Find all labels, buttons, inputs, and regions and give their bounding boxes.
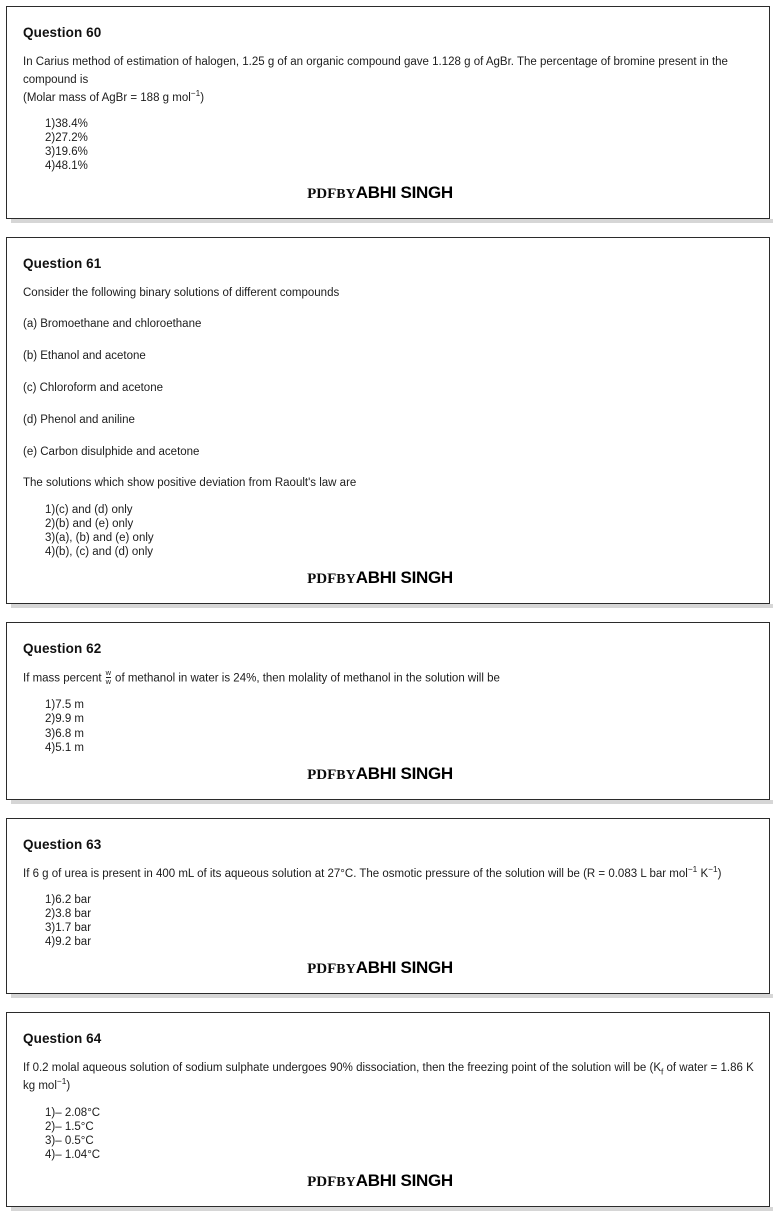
question-text bbox=[23, 1060, 755, 1096]
watermark-pdf-label: PDF bbox=[307, 766, 337, 783]
question-text-middle: K bbox=[697, 867, 709, 880]
answer-option[interactable]: 2)3.8 bar bbox=[45, 908, 92, 921]
watermark bbox=[21, 959, 755, 977]
question-intro-text: Consider the following binary solutions of different compounds bbox=[23, 286, 340, 299]
question-card-61 bbox=[6, 237, 770, 605]
answer-option[interactable]: 4)9.2 bar bbox=[45, 936, 92, 949]
answer-option[interactable]: 2)9.9 m bbox=[45, 713, 84, 726]
answer-option[interactable]: 2)27.2% bbox=[45, 132, 88, 145]
answer-option[interactable]: 3)1.7 bar bbox=[45, 922, 92, 935]
question-item-d: (d) Phenol and aniline bbox=[23, 413, 135, 426]
question-text-prefix: If mass percent bbox=[23, 672, 102, 685]
question-text-middle: of water = 1.86 K kg mol bbox=[23, 1062, 754, 1093]
answer-option[interactable]: 4)(b), (c) and (d) only bbox=[45, 546, 154, 559]
watermark-pdf-label: PDF bbox=[307, 1174, 337, 1191]
question-text bbox=[23, 670, 755, 688]
watermark-author-name: ABHI SINGH bbox=[355, 763, 453, 783]
question-item-c: (c) Chloroform and acetone bbox=[23, 381, 163, 394]
watermark bbox=[21, 1172, 755, 1190]
question-card-64 bbox=[6, 1012, 770, 1207]
answer-option[interactable]: 2)– 1.5°C bbox=[45, 1121, 94, 1134]
answer-option[interactable]: 3)(a), (b) and (e) only bbox=[45, 532, 154, 545]
question-title: Question 64 bbox=[23, 1031, 102, 1047]
watermark-author-name: ABHI SINGH bbox=[355, 958, 453, 978]
question-title: Question 63 bbox=[23, 836, 102, 852]
watermark-by-label: BY bbox=[336, 767, 356, 783]
question-item-a: (a) Bromoethane and chloroethane bbox=[23, 318, 202, 331]
answer-option[interactable]: 3)6.8 m bbox=[45, 727, 84, 740]
answer-options bbox=[21, 503, 755, 559]
molar-mass-exponent: −1 bbox=[190, 88, 201, 98]
question-text-suffix: of methanol in water is 24%, then molality of methanol in the solution will be bbox=[115, 672, 500, 685]
answer-option[interactable]: 4)5.1 m bbox=[45, 741, 84, 754]
watermark-pdf-label: PDF bbox=[307, 185, 337, 202]
watermark-by-label: BY bbox=[336, 186, 356, 202]
fraction-numerator: w bbox=[105, 668, 112, 678]
question-text bbox=[23, 54, 755, 107]
gas-constant-exponent-1: −1 bbox=[687, 864, 698, 874]
answer-option[interactable]: 4)– 1.04°C bbox=[45, 1149, 101, 1162]
answer-option[interactable]: 1)– 2.08°C bbox=[45, 1107, 101, 1120]
mass-percent-fraction bbox=[106, 669, 111, 686]
watermark-author-name: ABHI SINGH bbox=[355, 568, 453, 588]
answer-options bbox=[21, 1106, 755, 1162]
watermark-pdf-label: PDF bbox=[307, 571, 337, 588]
watermark-pdf-label: PDF bbox=[307, 961, 337, 978]
answer-option[interactable]: 3)19.6% bbox=[45, 146, 88, 159]
answer-options bbox=[21, 698, 755, 754]
question-card-63 bbox=[6, 818, 770, 995]
answer-options bbox=[21, 893, 755, 949]
question-card-60 bbox=[6, 6, 770, 219]
question-card-62 bbox=[6, 622, 770, 799]
cryoscopic-constant-exponent: −1 bbox=[56, 1077, 67, 1087]
question-title: Question 60 bbox=[23, 25, 102, 40]
watermark-author-name: ABHI SINGH bbox=[355, 182, 453, 202]
question-item-b: (b) Ethanol and acetone bbox=[23, 350, 146, 363]
watermark bbox=[21, 184, 755, 202]
question-text-suffix: ) bbox=[66, 1080, 71, 1093]
question-text-line2-suffix: ) bbox=[200, 91, 205, 104]
question-text-suffix: ) bbox=[717, 867, 722, 880]
question-text-prefix: If 0.2 molal aqueous solution of sodium sulphate undergoes 90% dissociation, then the freezing point of the solution will be (K bbox=[23, 1062, 662, 1075]
question-prompt-text: The solutions which show positive deviation from Raoult's law are bbox=[23, 477, 357, 490]
question-text bbox=[23, 866, 755, 884]
question-text-line1: In Carius method of estimation of halogen, 1.25 g of an organic compound gave 1.128 g of AgBr. The percentage of bromine present in the compound is bbox=[23, 56, 728, 86]
gas-constant-exponent-2: −1 bbox=[708, 864, 718, 874]
question-title: Question 62 bbox=[23, 641, 102, 657]
answer-option[interactable]: 4)48.1% bbox=[45, 160, 88, 173]
answer-option[interactable]: 1)6.2 bar bbox=[45, 894, 92, 907]
answer-option[interactable]: 1)7.5 m bbox=[45, 699, 84, 712]
question-item-e: (e) Carbon disulphide and acetone bbox=[23, 445, 200, 458]
answer-option[interactable]: 3)– 0.5°C bbox=[45, 1135, 94, 1148]
answer-option[interactable]: 1)38.4% bbox=[45, 118, 88, 131]
fraction-denominator: w bbox=[105, 677, 112, 687]
watermark-by-label: BY bbox=[336, 1175, 356, 1191]
answer-options bbox=[21, 117, 755, 173]
question-title: Question 61 bbox=[23, 255, 102, 271]
question-text-line2-prefix: (Molar mass of AgBr = 188 g mol bbox=[23, 91, 191, 104]
watermark-author-name: ABHI SINGH bbox=[355, 1171, 453, 1191]
question-text-prefix: If 6 g of urea is present in 400 mL of its aqueous solution at 27°C. The osmotic pressure of the solution will be (R = 0.083 L bar mol bbox=[23, 867, 688, 880]
watermark-by-label: BY bbox=[336, 572, 356, 588]
watermark-by-label: BY bbox=[336, 962, 356, 978]
answer-option[interactable]: 2)(b) and (e) only bbox=[45, 518, 134, 531]
watermark bbox=[21, 765, 755, 783]
cryoscopic-constant-subscript: f bbox=[661, 1067, 664, 1077]
answer-option[interactable]: 1)(c) and (d) only bbox=[45, 504, 133, 517]
watermark bbox=[21, 569, 755, 587]
